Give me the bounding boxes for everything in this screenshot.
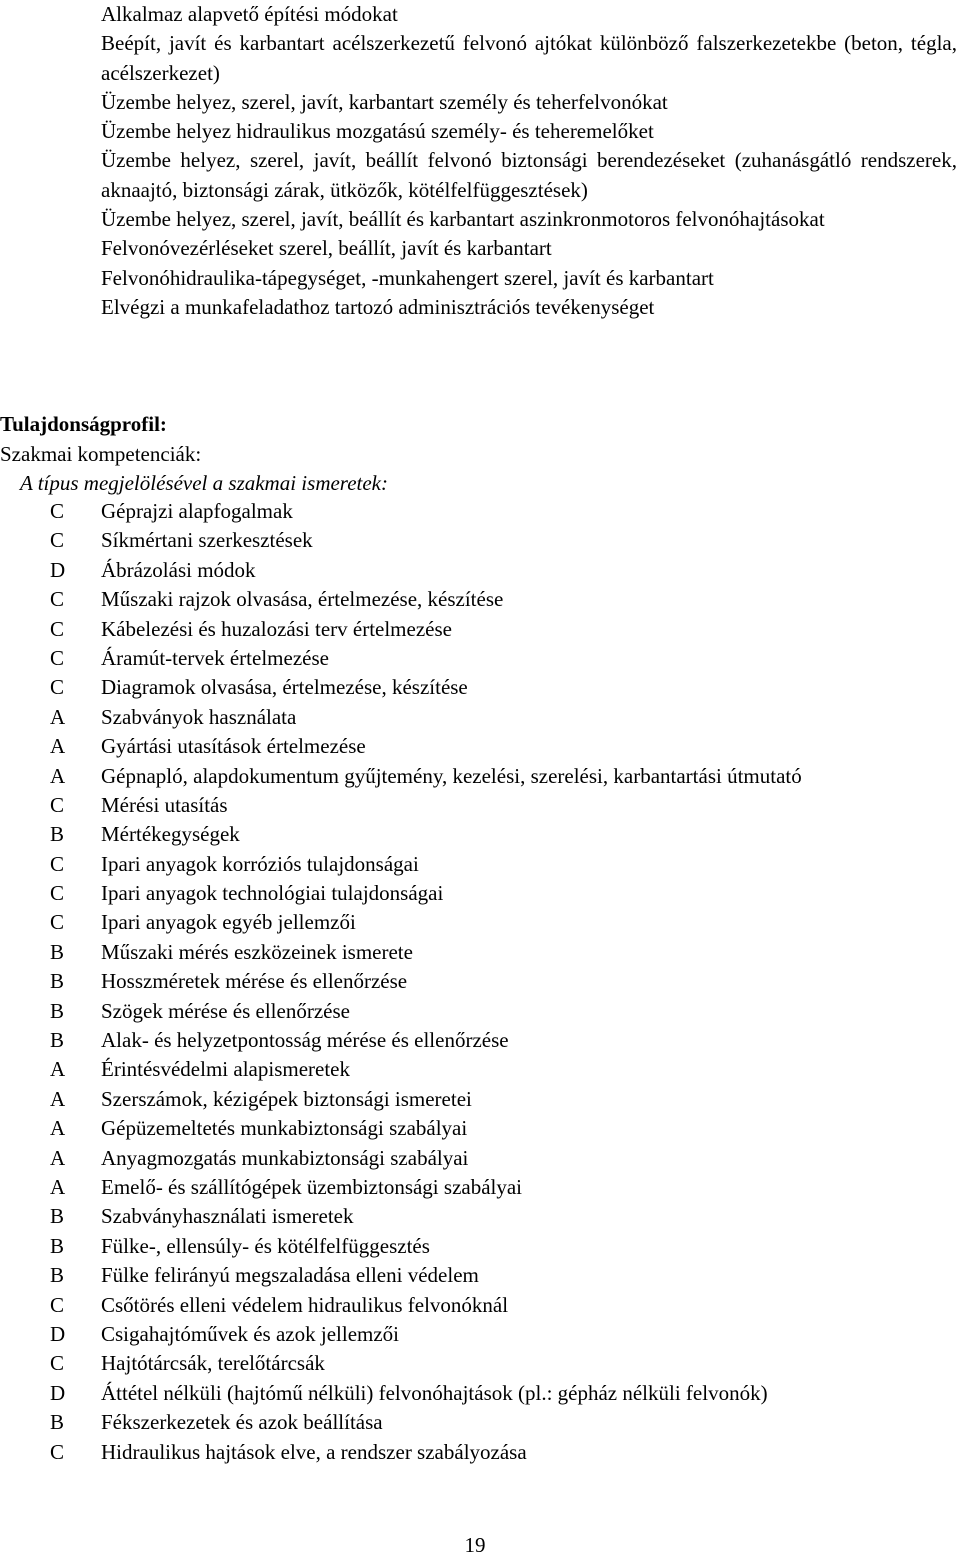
task-list bbox=[101, 0, 957, 322]
knowledge-type-code: B bbox=[50, 998, 65, 1023]
knowledge-type-code: B bbox=[50, 939, 65, 964]
task-item: Alkalmaz alapvető építési módokat bbox=[101, 2, 398, 26]
task-item: Üzembe helyez, szerel, javít, beállít és karbantart aszinkronmotoros felvonóhajtásokat bbox=[101, 207, 825, 232]
knowledge-item-text: Mérési utasítás bbox=[101, 792, 228, 817]
knowledge-row bbox=[0, 1085, 960, 1114]
task-item: Üzembe helyez, szerel, javít, karbantart személy és teherfelvonókat bbox=[101, 89, 668, 114]
task-item: Felvonóhidraulika-tápegységet, -munkahengert szerel, javít és karbantart bbox=[101, 265, 714, 290]
knowledge-type-code: D bbox=[50, 557, 66, 582]
knowledge-type-code: B bbox=[50, 1204, 65, 1229]
knowledge-row bbox=[0, 908, 960, 937]
knowledge-type-code: C bbox=[50, 851, 65, 876]
knowledge-item-text: Mértékegységek bbox=[101, 822, 240, 847]
knowledge-row bbox=[0, 850, 960, 879]
knowledge-type-code: A bbox=[50, 763, 66, 788]
knowledge-type-code: A bbox=[50, 1086, 66, 1111]
knowledge-type-code: A bbox=[50, 704, 66, 729]
knowledge-type-code: A bbox=[50, 734, 66, 759]
knowledge-item-text: Géprajzi alapfogalmak bbox=[101, 499, 293, 523]
knowledge-list bbox=[0, 497, 960, 1467]
knowledge-item-text: Szabványhasználati ismeretek bbox=[101, 1204, 354, 1229]
knowledge-item-text: Fülke felirányú megszaladása elleni védelem bbox=[101, 1263, 479, 1288]
knowledge-row bbox=[0, 1114, 960, 1143]
knowledge-item-text: Alak- és helyzetpontosság mérése és ellenőrzése bbox=[101, 1028, 509, 1053]
knowledge-item-text: Hosszméretek mérése és ellenőrzése bbox=[101, 969, 408, 994]
knowledge-row bbox=[0, 1173, 960, 1202]
knowledge-type-code: C bbox=[50, 616, 65, 641]
task-item: Beépít, javít és karbantart acélszerkezetű felvonó ajtókat különböző falszerkezetekbe (beton, tégla, acélszerkezet) bbox=[101, 31, 957, 85]
knowledge-row bbox=[0, 967, 960, 996]
knowledge-item-text: Emelő- és szállítógépek üzembiztonsági szabályai bbox=[101, 1174, 523, 1199]
knowledge-item-text: Ipari anyagok egyéb jellemzői bbox=[101, 910, 356, 935]
knowledge-type-code: B bbox=[50, 1028, 65, 1053]
knowledge-type-code: A bbox=[50, 1116, 66, 1141]
knowledge-item-text: Műszaki rajzok olvasása, értelmezése, készítése bbox=[101, 587, 504, 612]
knowledge-type-code: C bbox=[50, 528, 65, 553]
knowledge-row bbox=[0, 1320, 960, 1349]
page-number: 19 bbox=[464, 1533, 486, 1557]
knowledge-item-text: Ipari anyagok korróziós tulajdonságai bbox=[101, 851, 419, 876]
task-item: Elvégzi a munkafeladathoz tartozó adminisztrációs tevékenységet bbox=[101, 294, 655, 319]
knowledge-type-code: B bbox=[50, 822, 65, 847]
knowledge-item-text: Csőtörés elleni védelem hidraulikus felvonóknál bbox=[101, 1292, 509, 1317]
knowledge-row bbox=[0, 703, 960, 732]
knowledge-row bbox=[0, 644, 960, 673]
knowledge-type-code: C bbox=[50, 1292, 65, 1317]
task-item: Üzembe helyez, szerel, javít, beállít felvonó biztonsági berendezéseket (zuhanásgátló rendszerek, aknaajtó, biztonsági zárak, ütközők, kötélfelfüggesztések) bbox=[101, 148, 957, 202]
knowledge-row bbox=[0, 879, 960, 908]
knowledge-item-text: Gépüzemeltetés munkabiztonsági szabályai bbox=[101, 1116, 468, 1141]
knowledge-row bbox=[0, 1408, 960, 1437]
knowledge-item-text: Szögek mérése és ellenőrzése bbox=[101, 998, 350, 1023]
knowledge-type-code: C bbox=[50, 1439, 65, 1464]
knowledge-type-code: B bbox=[50, 1233, 65, 1258]
knowledge-item-text: Fékszerkezetek és azok beállítása bbox=[101, 1410, 383, 1435]
knowledge-row bbox=[0, 585, 960, 614]
knowledge-item-text: Ipari anyagok technológiai tulajdonságai bbox=[101, 881, 444, 906]
knowledge-type-code: A bbox=[50, 1145, 66, 1170]
knowledge-type-code: D bbox=[50, 1380, 66, 1405]
knowledge-row bbox=[0, 732, 960, 761]
knowledge-type-code: C bbox=[50, 792, 65, 817]
knowledge-type-code: B bbox=[50, 1263, 65, 1288]
section-heading: Tulajdonságprofil: bbox=[0, 412, 167, 436]
knowledge-item-text: Diagramok olvasása, értelmezése, készítése bbox=[101, 675, 468, 700]
knowledge-item-text: Áttétel nélküli (hajtómű nélküli) felvonóhajtások (pl.: gépház nélküli felvonók) bbox=[101, 1380, 768, 1405]
knowledge-row bbox=[0, 615, 960, 644]
knowledge-type-code: B bbox=[50, 1410, 65, 1435]
knowledge-type-code: A bbox=[50, 1174, 66, 1199]
knowledge-row bbox=[0, 762, 960, 791]
knowledge-item-text: Gépnapló, alapdokumentum gyűjtemény, kezelési, szerelési, karbantartási útmutató bbox=[101, 763, 802, 788]
knowledge-type-code: B bbox=[50, 969, 65, 994]
knowledge-type-code: C bbox=[50, 675, 65, 700]
knowledge-row bbox=[0, 1438, 960, 1467]
knowledge-row bbox=[0, 938, 960, 967]
knowledge-type-code: C bbox=[50, 587, 65, 612]
knowledge-type-code: C bbox=[50, 645, 65, 670]
task-item: Felvonóvezérléseket szerel, beállít, javít és karbantart bbox=[101, 236, 552, 261]
knowledge-type-code: C bbox=[50, 499, 65, 523]
knowledge-type-code: C bbox=[50, 881, 65, 906]
knowledge-item-text: Hidraulikus hajtások elve, a rendszer szabályozása bbox=[101, 1439, 527, 1464]
competence-label: Szakmai kompetenciák: bbox=[0, 442, 202, 466]
knowledge-row bbox=[0, 1202, 960, 1231]
knowledge-row bbox=[0, 1261, 960, 1290]
knowledge-row bbox=[0, 1291, 960, 1320]
knowledge-row bbox=[0, 1055, 960, 1084]
knowledge-type-code: D bbox=[50, 1321, 66, 1346]
knowledge-row bbox=[0, 820, 960, 849]
knowledge-list-intro: A típus megjelölésével a szakmai ismeretek: bbox=[20, 471, 388, 495]
knowledge-row bbox=[0, 1026, 960, 1055]
knowledge-type-code: C bbox=[50, 910, 65, 935]
knowledge-item-text: Szabványok használata bbox=[101, 704, 297, 729]
knowledge-row bbox=[0, 556, 960, 585]
knowledge-item-text: Szerszámok, kézigépek biztonsági ismeretei bbox=[101, 1086, 472, 1111]
knowledge-item-text: Műszaki mérés eszközeinek ismerete bbox=[101, 939, 413, 964]
knowledge-item-text: Áramút-tervek értelmezése bbox=[101, 645, 329, 670]
knowledge-item-text: Ábrázolási módok bbox=[101, 557, 256, 582]
knowledge-row bbox=[0, 1349, 960, 1378]
knowledge-item-text: Kábelezési és huzalozási terv értelmezése bbox=[101, 616, 452, 641]
knowledge-row bbox=[0, 791, 960, 820]
knowledge-row bbox=[0, 997, 960, 1026]
knowledge-row bbox=[0, 497, 960, 526]
knowledge-type-code: C bbox=[50, 1351, 65, 1376]
knowledge-type-code: A bbox=[50, 1057, 66, 1082]
knowledge-item-text: Hajtótárcsák, terelőtárcsák bbox=[101, 1351, 325, 1376]
knowledge-row bbox=[0, 526, 960, 555]
knowledge-item-text: Érintésvédelmi alapismeretek bbox=[101, 1057, 350, 1082]
knowledge-item-text: Fülke-, ellensúly- és kötélfelfüggesztés bbox=[101, 1233, 430, 1258]
task-item: Üzembe helyez hidraulikus mozgatású személy- és teheremelőket bbox=[101, 119, 654, 144]
knowledge-row bbox=[0, 1144, 960, 1173]
knowledge-row bbox=[0, 1379, 960, 1408]
knowledge-item-text: Csigahajtóművek és azok jellemzői bbox=[101, 1321, 399, 1346]
knowledge-item-text: Gyártási utasítások értelmezése bbox=[101, 734, 366, 759]
knowledge-item-text: Síkmértani szerkesztések bbox=[101, 528, 313, 553]
knowledge-item-text: Anyagmozgatás munkabiztonsági szabályai bbox=[101, 1145, 469, 1170]
knowledge-row bbox=[0, 1232, 960, 1261]
knowledge-row bbox=[0, 673, 960, 702]
